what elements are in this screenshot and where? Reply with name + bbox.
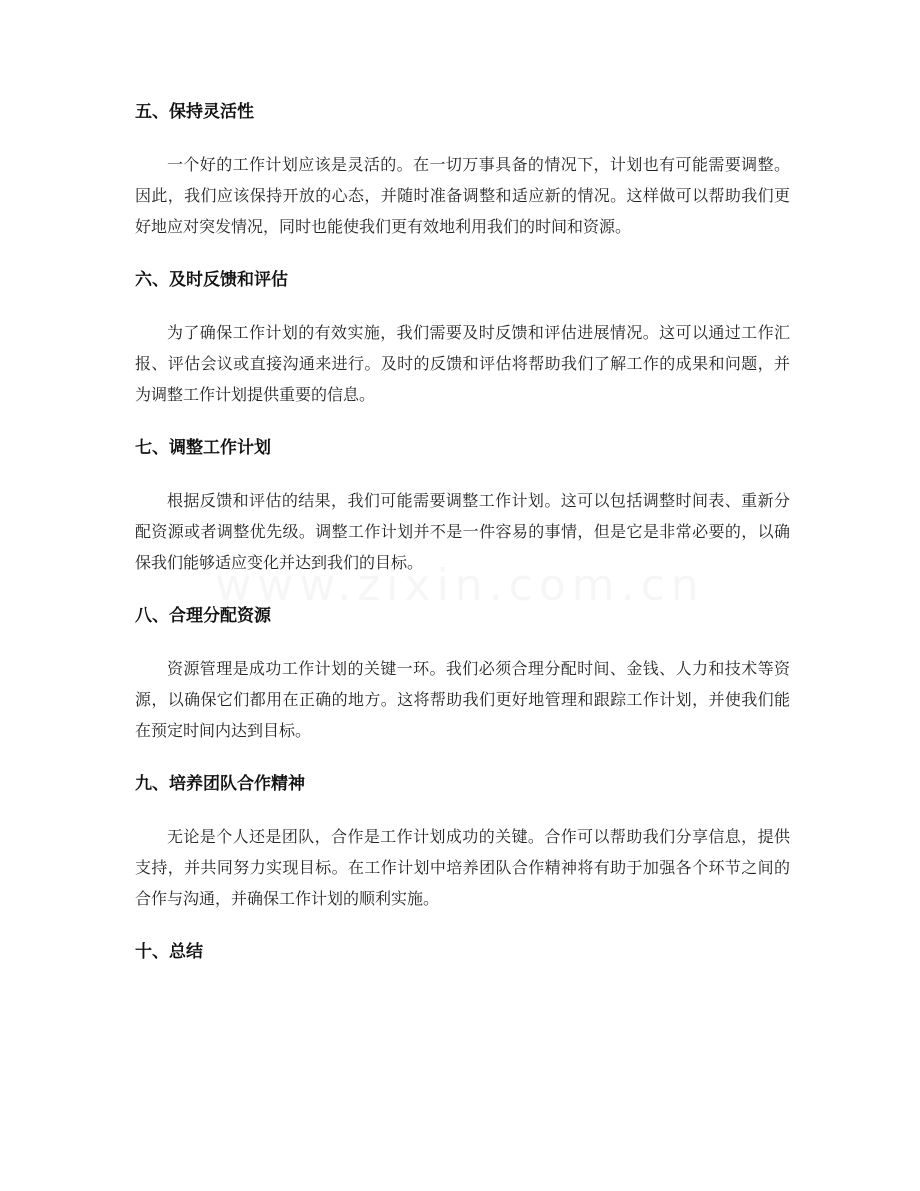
section-heading-9: 九、培养团队合作精神: [135, 774, 305, 794]
section-heading-10: 十、总结: [135, 942, 203, 962]
section-body-6: 为了确保工作计划的有效实施，我们需要及时反馈和评估进展情况。这可以通过工作汇报、评估会议或直接沟通来进行。及时的反馈和评估将帮助我们了解工作的成果和问题，并为调整工作计划提供重要的信息。: [135, 323, 790, 404]
section-heading-5: 五、保持灵活性: [135, 102, 254, 122]
document-page: [135, 100, 790, 989]
section-body-7: 根据反馈和评估的结果，我们可能需要调整工作计划。这可以包括调整时间表、重新分配资源或者调整优先级。调整工作计划并不是一件容易的事情，但是它是非常必要的，以确保我们能够适应变化并达到我们的目标。: [135, 491, 790, 572]
section-body-8: 资源管理是成功工作计划的关键一环。我们必须合理分配时间、金钱、人力和技术等资源，以确保它们都用在正确的地方。这将帮助我们更好地管理和跟踪工作计划，并使我们能在预定时间内达到目标。: [135, 659, 790, 740]
section-heading-8: 八、合理分配资源: [135, 606, 271, 626]
section-heading-6: 六、及时反馈和评估: [135, 270, 288, 290]
section-body-5: 一个好的工作计划应该是灵活的。在一切万事具备的情况下，计划也有可能需要调整。因此，我们应该保持开放的心态，并随时准备调整和适应新的情况。这样做可以帮助我们更好地应对突发情况，同时也能使我们更有效地利用我们的时间和资源。: [135, 155, 790, 236]
section-body-9: 无论是个人还是团队，合作是工作计划成功的关键。合作可以帮助我们分享信息，提供支持，并共同努力实现目标。在工作计划中培养团队合作精神将有助于加强各个环节之间的合作与沟通，并确保工作计划的顺利实施。: [135, 827, 790, 908]
section-heading-7: 七、调整工作计划: [135, 438, 271, 458]
